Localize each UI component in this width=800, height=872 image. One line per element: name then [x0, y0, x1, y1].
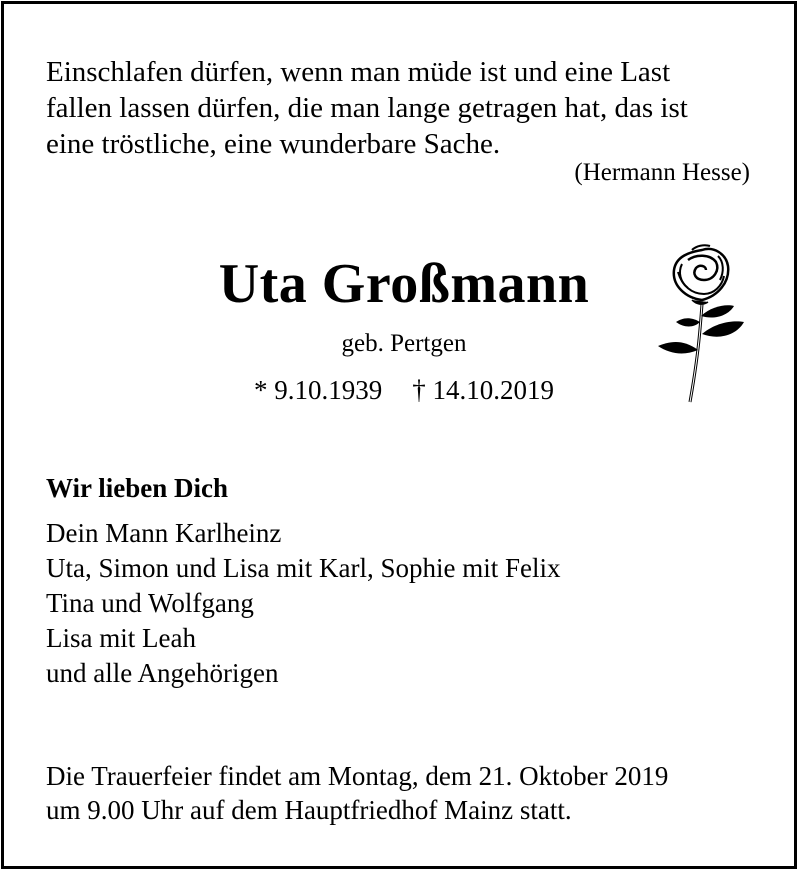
deceased-name: Uta Großmann	[218, 253, 590, 315]
service-line: Die Trauerfeier findet am Montag, dem 21. Oktober 2019	[46, 761, 669, 791]
funeral-service-info	[46, 759, 668, 827]
hesse-quote	[46, 54, 766, 162]
mourners-heading: Wir lieben Dich	[46, 473, 229, 503]
mourner-line: Uta, Simon und Lisa mit Karl, Sophie mit Felix	[46, 553, 561, 583]
quote-line: fallen lassen dürfen, die man lange getragen hat, das ist	[46, 92, 688, 124]
mourner-line: Tina und Wolfgang	[46, 588, 254, 618]
mourner-line: Dein Mann Karlheinz	[46, 518, 282, 548]
mourner-line: Lisa mit Leah	[46, 623, 196, 653]
birth-date: * 9.10.1939	[254, 375, 383, 405]
quote-line: eine tröstliche, eine wunderbare Sache.	[46, 128, 501, 160]
mourners-list	[46, 516, 560, 691]
obituary-frame	[1, 1, 797, 869]
death-date: † 14.10.2019	[412, 375, 554, 405]
quote-author: (Hermann Hesse)	[574, 159, 750, 186]
service-line: um 9.00 Uhr auf dem Hauptfriedhof Mainz statt.	[46, 795, 572, 825]
quote-line: Einschlafen dürfen, wenn man müde ist und eine Last	[46, 56, 671, 88]
rose-icon	[652, 242, 752, 408]
maiden-name: geb. Pertgen	[341, 330, 467, 357]
mourner-line: und alle Angehörigen	[46, 658, 279, 688]
